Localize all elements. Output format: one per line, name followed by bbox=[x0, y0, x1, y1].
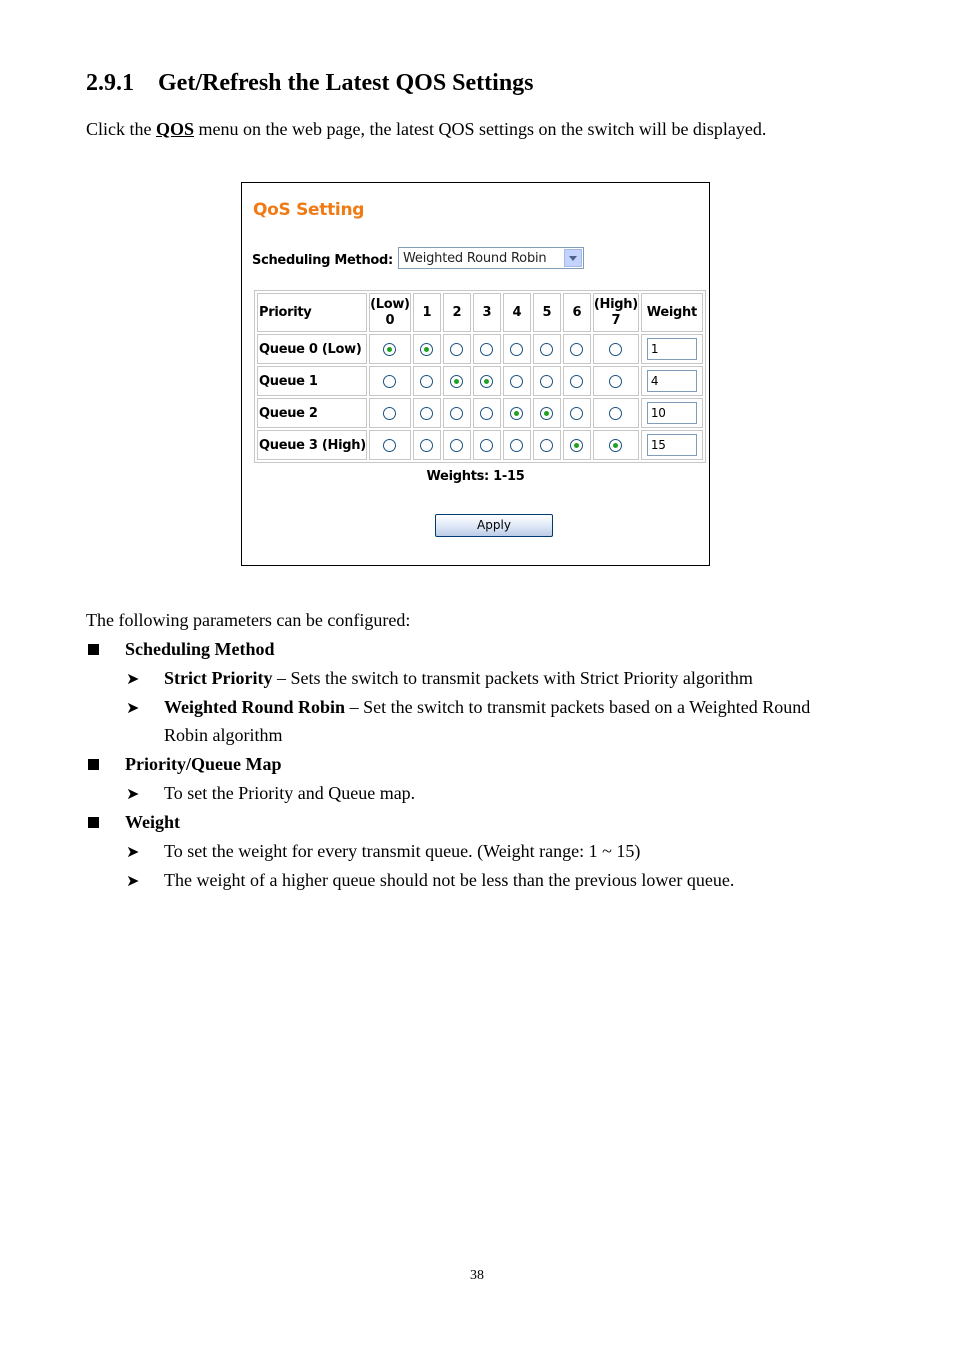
priority-cell bbox=[473, 398, 501, 428]
col-priority-3: 3 bbox=[473, 293, 501, 332]
section-weight: Weight bbox=[125, 812, 181, 832]
weight-input[interactable]: 1 bbox=[647, 338, 697, 360]
weight-cell bbox=[641, 430, 703, 460]
list-item: To set the weight for every transmit queue. (Weight range: 1 ~ 15) bbox=[164, 841, 641, 861]
col-low-label: (Low) bbox=[370, 296, 410, 312]
col-high-label: (High) bbox=[593, 296, 638, 312]
item-text: – Set the switch to transmit packets based on a Weighted Round bbox=[345, 697, 811, 717]
weights-range-note: Weights: 1-15 bbox=[426, 469, 525, 484]
priority-cell bbox=[593, 366, 639, 396]
priority-radio[interactable] bbox=[480, 375, 493, 388]
priority-cell bbox=[593, 398, 639, 428]
col-priority-5: 5 bbox=[533, 293, 561, 332]
priority-radio[interactable] bbox=[570, 439, 583, 452]
priority-cell bbox=[533, 430, 561, 460]
priority-radio[interactable] bbox=[570, 407, 583, 420]
weight-input[interactable]: 15 bbox=[647, 434, 697, 456]
priority-cell bbox=[369, 430, 411, 460]
priority-radio[interactable] bbox=[540, 343, 553, 356]
weight-input[interactable]: 10 bbox=[647, 402, 697, 424]
priority-cell bbox=[473, 366, 501, 396]
priority-radio[interactable] bbox=[510, 343, 523, 356]
priority-cell bbox=[413, 366, 441, 396]
priority-cell bbox=[593, 430, 639, 460]
priority-radio[interactable] bbox=[383, 375, 396, 388]
col-priority-0-label: 0 bbox=[385, 312, 395, 328]
square-bullet-icon bbox=[88, 817, 99, 828]
priority-radio[interactable] bbox=[383, 343, 396, 356]
square-bullet-icon bbox=[88, 759, 99, 770]
priority-radio[interactable] bbox=[383, 439, 396, 452]
col-priority: Priority bbox=[257, 293, 367, 332]
scheduling-method-value: Weighted Round Robin bbox=[403, 251, 547, 266]
priority-cell bbox=[413, 334, 441, 364]
priority-cell bbox=[563, 398, 591, 428]
priority-cell bbox=[473, 430, 501, 460]
weight-input[interactable]: 4 bbox=[647, 370, 697, 392]
queue-label: Queue 0 (Low) bbox=[257, 334, 367, 364]
priority-queue-table bbox=[254, 290, 706, 463]
list-item: The weight of a higher queue should not be less than the previous lower queue. bbox=[164, 870, 735, 890]
arrow-bullet-icon: ➤ bbox=[126, 700, 140, 717]
apply-button[interactable]: Apply bbox=[435, 514, 553, 537]
table-header-row bbox=[257, 293, 703, 332]
intro-text-after: menu on the web page, the latest QOS settings on the switch will be displayed. bbox=[194, 119, 767, 139]
weight-cell bbox=[641, 334, 703, 364]
col-priority-0 bbox=[369, 293, 411, 332]
priority-cell bbox=[503, 430, 531, 460]
priority-cell bbox=[443, 366, 471, 396]
scheduling-method-label: Scheduling Method: bbox=[252, 253, 393, 268]
priority-radio[interactable] bbox=[383, 407, 396, 420]
col-priority-2: 2 bbox=[443, 293, 471, 332]
col-weight: Weight bbox=[641, 293, 703, 332]
queue-label: Queue 3 (High) bbox=[257, 430, 367, 460]
priority-radio[interactable] bbox=[510, 375, 523, 388]
priority-radio[interactable] bbox=[450, 407, 463, 420]
priority-radio[interactable] bbox=[480, 439, 493, 452]
item-text: – Sets the switch to transmit packets with Strict Priority algorithm bbox=[272, 668, 753, 688]
priority-radio[interactable] bbox=[420, 375, 433, 388]
priority-radio[interactable] bbox=[420, 343, 433, 356]
priority-cell bbox=[369, 334, 411, 364]
arrow-bullet-icon: ➤ bbox=[126, 844, 140, 861]
priority-cell bbox=[563, 366, 591, 396]
priority-radio[interactable] bbox=[480, 407, 493, 420]
priority-cell bbox=[473, 334, 501, 364]
section-priority-queue-map: Priority/Queue Map bbox=[125, 754, 282, 774]
section-heading bbox=[86, 70, 534, 97]
priority-radio[interactable] bbox=[450, 439, 463, 452]
priority-radio[interactable] bbox=[510, 407, 523, 420]
priority-radio[interactable] bbox=[450, 375, 463, 388]
priority-cell bbox=[503, 366, 531, 396]
priority-cell bbox=[369, 366, 411, 396]
scheduling-method-select[interactable] bbox=[398, 247, 584, 269]
col-priority-7-label: 7 bbox=[611, 312, 621, 328]
list-item: To set the Priority and Queue map. bbox=[164, 783, 416, 803]
priority-radio[interactable] bbox=[609, 343, 622, 356]
priority-cell bbox=[533, 398, 561, 428]
list-item bbox=[164, 668, 753, 689]
col-priority-6: 6 bbox=[563, 293, 591, 332]
qos-setting-screenshot bbox=[241, 182, 710, 566]
priority-cell bbox=[563, 430, 591, 460]
queue-label: Queue 2 bbox=[257, 398, 367, 428]
weight-cell bbox=[641, 366, 703, 396]
weight-cell bbox=[641, 398, 703, 428]
priority-radio[interactable] bbox=[570, 375, 583, 388]
priority-cell bbox=[503, 398, 531, 428]
priority-radio[interactable] bbox=[450, 343, 463, 356]
list-item-continuation: Robin algorithm bbox=[164, 725, 283, 745]
priority-radio[interactable] bbox=[420, 439, 433, 452]
arrow-bullet-icon: ➤ bbox=[126, 786, 140, 803]
priority-radio[interactable] bbox=[609, 375, 622, 388]
col-priority-4: 4 bbox=[503, 293, 531, 332]
priority-radio[interactable] bbox=[609, 407, 622, 420]
priority-cell bbox=[593, 334, 639, 364]
arrow-bullet-icon: ➤ bbox=[126, 873, 140, 890]
priority-cell bbox=[533, 334, 561, 364]
priority-cell bbox=[369, 398, 411, 428]
queue-label: Queue 1 bbox=[257, 366, 367, 396]
priority-cell bbox=[443, 398, 471, 428]
priority-radio[interactable] bbox=[420, 407, 433, 420]
intro-paragraph bbox=[86, 119, 766, 140]
priority-cell bbox=[533, 366, 561, 396]
chevron-down-icon[interactable] bbox=[564, 249, 582, 267]
priority-radio[interactable] bbox=[540, 375, 553, 388]
priority-cell bbox=[503, 334, 531, 364]
item-bold: Strict Priority bbox=[164, 668, 273, 688]
following-params-text: The following parameters can be configured: bbox=[86, 610, 411, 630]
priority-radio[interactable] bbox=[609, 439, 622, 452]
priority-radio[interactable] bbox=[480, 343, 493, 356]
priority-radio[interactable] bbox=[570, 343, 583, 356]
table-row bbox=[257, 398, 703, 428]
square-bullet-icon bbox=[88, 644, 99, 655]
priority-cell bbox=[443, 334, 471, 364]
priority-radio[interactable] bbox=[540, 439, 553, 452]
priority-cell bbox=[443, 430, 471, 460]
qos-menu-link[interactable]: QOS bbox=[156, 119, 195, 139]
section-number: 2.9.1 bbox=[86, 70, 134, 96]
priority-radio[interactable] bbox=[540, 407, 553, 420]
col-priority-1: 1 bbox=[413, 293, 441, 332]
priority-cell bbox=[563, 334, 591, 364]
page-number: 38 bbox=[470, 1268, 484, 1283]
section-title: Get/Refresh the Latest QOS Settings bbox=[158, 70, 534, 96]
item-bold: Weighted Round Robin bbox=[164, 697, 346, 717]
table-row bbox=[257, 366, 703, 396]
table-row bbox=[257, 430, 703, 460]
col-priority-7 bbox=[593, 293, 639, 332]
priority-radio[interactable] bbox=[510, 439, 523, 452]
qos-setting-title: QoS Setting bbox=[253, 200, 365, 220]
list-item bbox=[164, 697, 810, 718]
table-row bbox=[257, 334, 703, 364]
intro-text-before: Click the bbox=[86, 119, 156, 139]
priority-cell bbox=[413, 430, 441, 460]
arrow-bullet-icon: ➤ bbox=[126, 671, 140, 688]
section-scheduling-method: Scheduling Method bbox=[125, 639, 275, 659]
priority-cell bbox=[413, 398, 441, 428]
